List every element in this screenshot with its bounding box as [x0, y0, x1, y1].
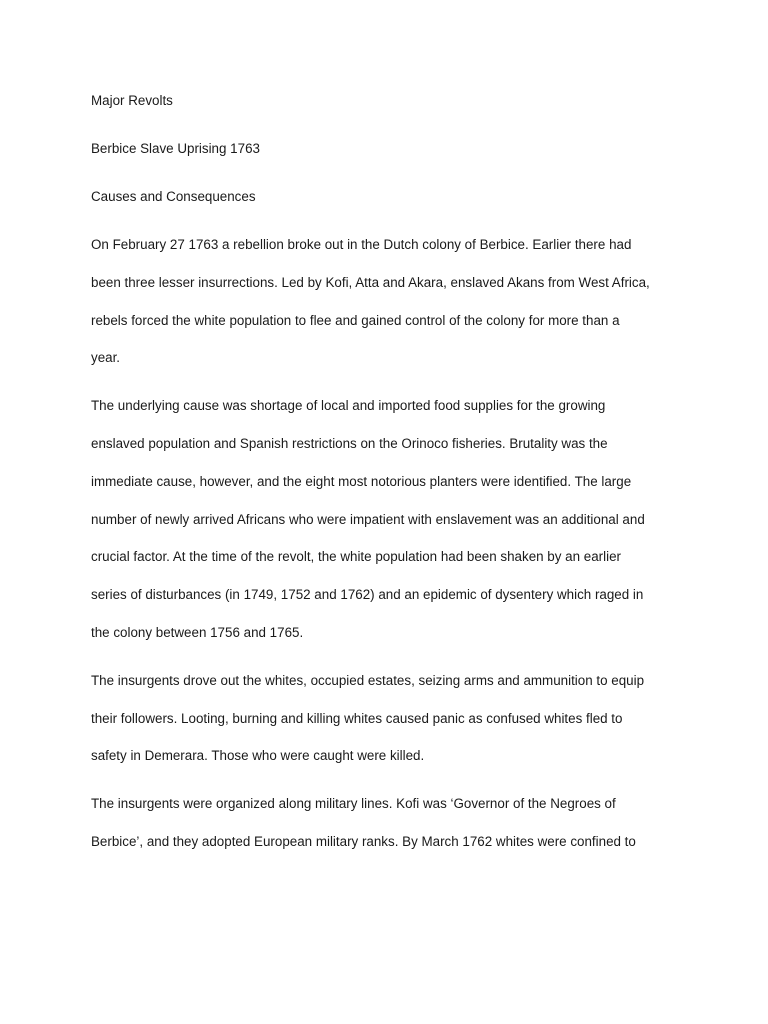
text-line: series of disturbances (in 1749, 1752 and 1762) and an epidemic of dysentery which raged in [91, 587, 644, 603]
document-body [91, 90, 681, 871]
text-line: On February 27 1763 a rebellion broke out in the Dutch colony of Berbice. Earlier there had [91, 237, 632, 252]
text-line: the colony between 1756 and 1765. [91, 624, 304, 640]
section-heading-causes-consequences: Causes and Consequences [91, 189, 256, 204]
text-line: their followers. Looting, burning and killing whites caused panic as confused whites fled to [91, 710, 623, 726]
text-line: rebels forced the white population to flee and gained control of the colony for more than a [91, 312, 620, 328]
text-line: safety in Demerara. Those who were caught were killed. [91, 748, 425, 764]
text-line: immediate cause, however, and the eight most notorious planters were identified. The large [91, 473, 632, 489]
text-line: The underlying cause was shortage of local and imported food supplies for the growing [91, 398, 606, 414]
section-heading-major-revolts: Major Revolts [91, 93, 173, 108]
text-line: number of newly arrived Africans who were impatient with enslavement was an additional and [91, 511, 645, 527]
text-line: The insurgents were organized along military lines. Kofi was ‘Governor of the Negroes of [91, 796, 616, 812]
text-line: The insurgents drove out the whites, occupied estates, seizing arms and ammunition to equip [91, 672, 645, 688]
text-line: enslaved population and Spanish restrictions on the Orinoco fisheries. Brutality was the [91, 435, 608, 451]
text-line: crucial factor. At the time of the revolt, the white population had been shaken by an earlier [91, 549, 621, 565]
text-line: Berbice’, and they adopted European military ranks. By March 1762 whites were confined to [91, 833, 636, 849]
text-line: year. [91, 350, 121, 366]
text-line: been three lesser insurrections. Led by Kofi, Atta and Akara, enslaved Akans from West Africa, [91, 274, 650, 290]
paragraph-underlying-cause [91, 387, 681, 652]
paragraph-insurgents-drove-out [91, 662, 681, 775]
paragraph-military-organization [91, 785, 681, 861]
paragraph-rebellion-outbreak [91, 226, 681, 377]
section-heading-berbice-uprising: Berbice Slave Uprising 1763 [91, 141, 260, 156]
